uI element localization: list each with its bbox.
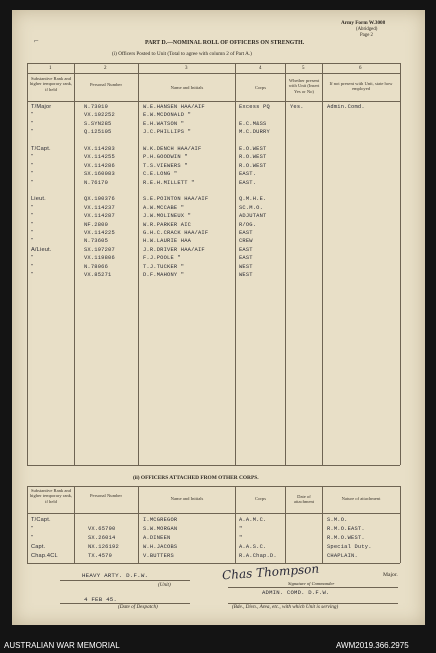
posted-cell-corps: M.C.DURRY	[239, 129, 270, 136]
posted-cell-num: N.73019	[84, 104, 109, 110]
attached-cell-rank: T/Capt.	[31, 517, 51, 523]
attached-header-date: Date of attachment	[293, 494, 315, 505]
posted-cell-corps: WEST	[239, 263, 253, 270]
archive-footer	[0, 637, 436, 653]
posted-cell-corps: WEST	[239, 272, 253, 278]
posted-cell-num: VX.114255	[84, 154, 115, 161]
posted-cell-note: Admin.Comd.	[327, 104, 365, 110]
posted-cell-name: J.C.PHILLIPS "	[143, 129, 192, 136]
posted-cell-rank: "	[31, 120, 34, 127]
posted-cell-name: R.E.H.MILLETT "	[143, 179, 195, 186]
posted-cell-num: QX.100376	[84, 196, 115, 203]
attached-cell-nature: R.M.O.EAST.	[327, 526, 365, 532]
posted-cell-rank: "	[31, 255, 34, 262]
header-rank: Substantive Rank and higher temporary rank, if held	[29, 76, 73, 92]
date-of-despatch: 4 FEB 45.	[84, 596, 118, 603]
posted-cell-num: VX.114283	[84, 146, 115, 152]
posted-cell-corps: Excess PQ	[239, 104, 270, 110]
posted-cell-num: VX.114286	[84, 162, 115, 169]
signature-title: Major.	[383, 572, 398, 578]
posted-cell-corps: R.O.WEST	[239, 154, 267, 161]
attached-header-corps: Corps	[255, 496, 266, 501]
posted-cell-rank: "	[31, 221, 34, 228]
col-number-2: 2	[104, 66, 107, 71]
attached-cell-rank: "	[31, 535, 34, 541]
posted-cell-rank: T/Major	[31, 104, 52, 110]
posted-cell-name: J.W.MOLINEUX "	[143, 213, 192, 220]
posted-cell-corps: EAST	[239, 255, 253, 262]
attached-cell-corps: A.A.S.C.	[239, 544, 267, 550]
attached-header-nature: Nature of attachment	[341, 496, 381, 501]
posted-cell-name: E.W.MCDONALD "	[143, 112, 192, 119]
col-number-5: 5	[302, 66, 305, 71]
posted-cell-corps: R/OG.	[239, 221, 257, 228]
header-not-present: If not present with Unit, state how employed	[329, 81, 393, 92]
attached-cell-num: SX.26014	[88, 535, 116, 541]
footer-accession: AWM2019.366.2975	[336, 641, 409, 650]
posted-cell-corps: EAST.	[239, 171, 257, 178]
posted-cell-num: Q.125105	[84, 129, 112, 136]
header-corps: Corps	[255, 85, 266, 90]
posted-cell-rank: "	[31, 112, 34, 119]
attached-header-number: Personal Number	[89, 493, 123, 498]
col-number-4: 4	[259, 66, 262, 71]
posted-cell-num: S.SYN285	[84, 120, 112, 127]
posted-cell-name: C.E.LONG "	[143, 171, 178, 178]
posted-cell-rank: "	[31, 238, 34, 245]
posted-cell-name: T.S.VIEWERS "	[143, 162, 188, 169]
attached-cell-rank: Capt.	[31, 544, 46, 550]
attached-cell-nature: R.M.O.WEST.	[327, 535, 365, 541]
posted-cell-name: P.H.GOODWIN "	[143, 154, 188, 161]
posted-cell-name: H.W.LAURIE HAA	[143, 238, 192, 245]
attached-cell-num: TX.4579	[88, 553, 113, 559]
posted-cell-num: VX.114225	[84, 230, 115, 236]
attached-cell-num: NX.126192	[88, 544, 119, 550]
posted-cell-num: SX.160083	[84, 171, 115, 178]
posted-cell-corps: CREW	[239, 238, 253, 245]
posted-cell-rank: "	[31, 230, 34, 236]
part-title: PART D.—NOMINAL ROLL OF OFFICERS ON STRENGTH.	[145, 40, 305, 46]
footer-institution: AUSTRALIAN WAR MEMORIAL	[4, 641, 120, 650]
attached-cell-corps: R.A.Chap.D.	[239, 553, 277, 559]
punch-hole-mark: ⌐	[34, 36, 39, 45]
posted-cell-num: VX.114237	[84, 204, 115, 211]
posted-cell-num: N.73605	[84, 238, 109, 245]
posted-cell-rank: "	[31, 162, 34, 169]
col-number-1: 1	[49, 66, 52, 71]
posted-cell-rank: "	[31, 272, 34, 278]
posted-cell-rank: "	[31, 154, 34, 161]
attached-cell-corps: A.A.M.C.	[239, 517, 267, 523]
posted-cell-name: F.J.POOLE "	[143, 255, 181, 262]
posted-cell-num: VX.119806	[84, 255, 115, 262]
posted-cell-name: D.F.MAHONY "	[143, 272, 185, 278]
attached-header-rank: Substantive Rank and higher temporary rank, if held	[29, 488, 73, 504]
posted-cell-name: S.E.POINTON HAA/AIF	[143, 196, 209, 203]
attached-cell-corps: "	[239, 535, 243, 541]
signature-label: Signature of Commander	[288, 581, 335, 586]
posted-cell-name: T.J.TUCKER "	[143, 263, 185, 270]
posted-cell-present: Yes.	[290, 104, 304, 110]
posted-cell-corps: Q.M.H.E.	[239, 196, 267, 203]
attached-cell-rank: Chap.4CL	[31, 553, 58, 559]
posted-cell-name: A.W.MCCABE "	[143, 204, 185, 211]
formation-label: (Bde., Divn., Area, etc., with which Unit is serving)	[232, 604, 339, 610]
attached-cell-num: VX.65790	[88, 526, 116, 532]
col-number-3: 3	[185, 66, 188, 71]
attached-header-name: Name and Initials	[170, 496, 204, 501]
posted-cell-rank: "	[31, 204, 34, 211]
col-number-6: 6	[359, 66, 362, 71]
header-name: Name and Initials	[170, 85, 204, 90]
posted-cell-name: W.R.PARKER AIC	[143, 221, 192, 228]
attached-cell-nature: S.M.O.	[327, 517, 348, 523]
posted-cell-corps: E.C.M&SS	[239, 120, 267, 127]
attached-cell-nature: CHAPLAIN.	[327, 553, 358, 559]
posted-cell-corps: SC.M.O.	[239, 204, 264, 211]
form-number: Army Form W.3008	[341, 20, 386, 26]
posted-cell-rank: "	[31, 171, 34, 178]
attached-cell-rank: "	[31, 526, 34, 532]
posted-cell-corps: EAST.	[239, 179, 257, 186]
posted-cell-name: E.H.WATSON "	[143, 120, 185, 127]
posted-cell-rank: T/Capt.	[31, 146, 51, 152]
posted-cell-num: NF.2800	[84, 221, 109, 228]
date-label: (Date of Despatch)	[118, 604, 158, 610]
posted-cell-rank: "	[31, 213, 34, 220]
attached-cell-name: V.BUTTERS	[143, 553, 174, 559]
posted-cell-num: N.76170	[84, 179, 109, 186]
attached-cell-name: I.MCGREGOR	[143, 517, 178, 523]
posted-cell-name: W.K.DENCH HAA/AIF	[143, 146, 202, 152]
section2-title: (ii) OFFICERS ATTACHED FROM OTHER CORPS.	[133, 475, 259, 481]
unit-label: (Unit)	[158, 582, 171, 588]
attached-cell-corps: "	[239, 526, 243, 532]
attached-cell-name: A.DINEEN	[143, 535, 171, 541]
form-note-1: (Abridged)	[356, 27, 378, 32]
posted-cell-num: VX.102252	[84, 112, 115, 119]
posted-cell-name: J.R.DRIVER HAA/AIF	[143, 246, 205, 253]
posted-cell-rank: "	[31, 129, 34, 136]
form-note-2: Page 2	[360, 33, 373, 38]
commander-signature: Chas Thompson	[221, 561, 320, 583]
posted-cell-num: VX.85271	[84, 272, 112, 278]
posted-cell-rank: Lieut.	[31, 196, 46, 203]
posted-cell-corps: ADJUTANT	[239, 213, 267, 220]
attached-cell-name: S.W.MORGAN	[143, 526, 178, 532]
part-subtitle: (i) Officers Posted to Unit (Total to agree with column 2 of Part A.)	[112, 51, 252, 57]
posted-cell-name: G.H.C.CRACK HAA/AIF	[143, 230, 209, 236]
posted-cell-corps: EAST	[239, 230, 253, 236]
attached-cell-name: W.H.JACOBS	[143, 544, 178, 550]
posted-cell-rank: A/Lieut.	[31, 246, 52, 253]
posted-cell-name: W.E.HANSEN HAA/AIF	[143, 104, 205, 110]
posted-cell-corps: EAST	[239, 246, 253, 253]
attached-cell-nature: Special Duty.	[327, 544, 372, 550]
posted-cell-num: VX.114287	[84, 213, 115, 220]
posted-cell-rank: "	[31, 179, 34, 186]
command-stamp: ADMIN. COMD. D.F.W.	[262, 589, 330, 596]
posted-cell-num: N.78066	[84, 263, 109, 270]
unit-stamp: HEAVY ARTY. D.F.W.	[82, 572, 149, 579]
header-number: Personal Number	[89, 82, 123, 87]
header-present: Whether present with Unit (Insert Yes or No)	[288, 78, 320, 94]
posted-cell-corps: R.O.WEST	[239, 162, 267, 169]
posted-cell-num: SX.197207	[84, 246, 115, 253]
posted-cell-rank: "	[31, 263, 34, 270]
posted-cell-corps: E.O.WEST	[239, 146, 267, 152]
